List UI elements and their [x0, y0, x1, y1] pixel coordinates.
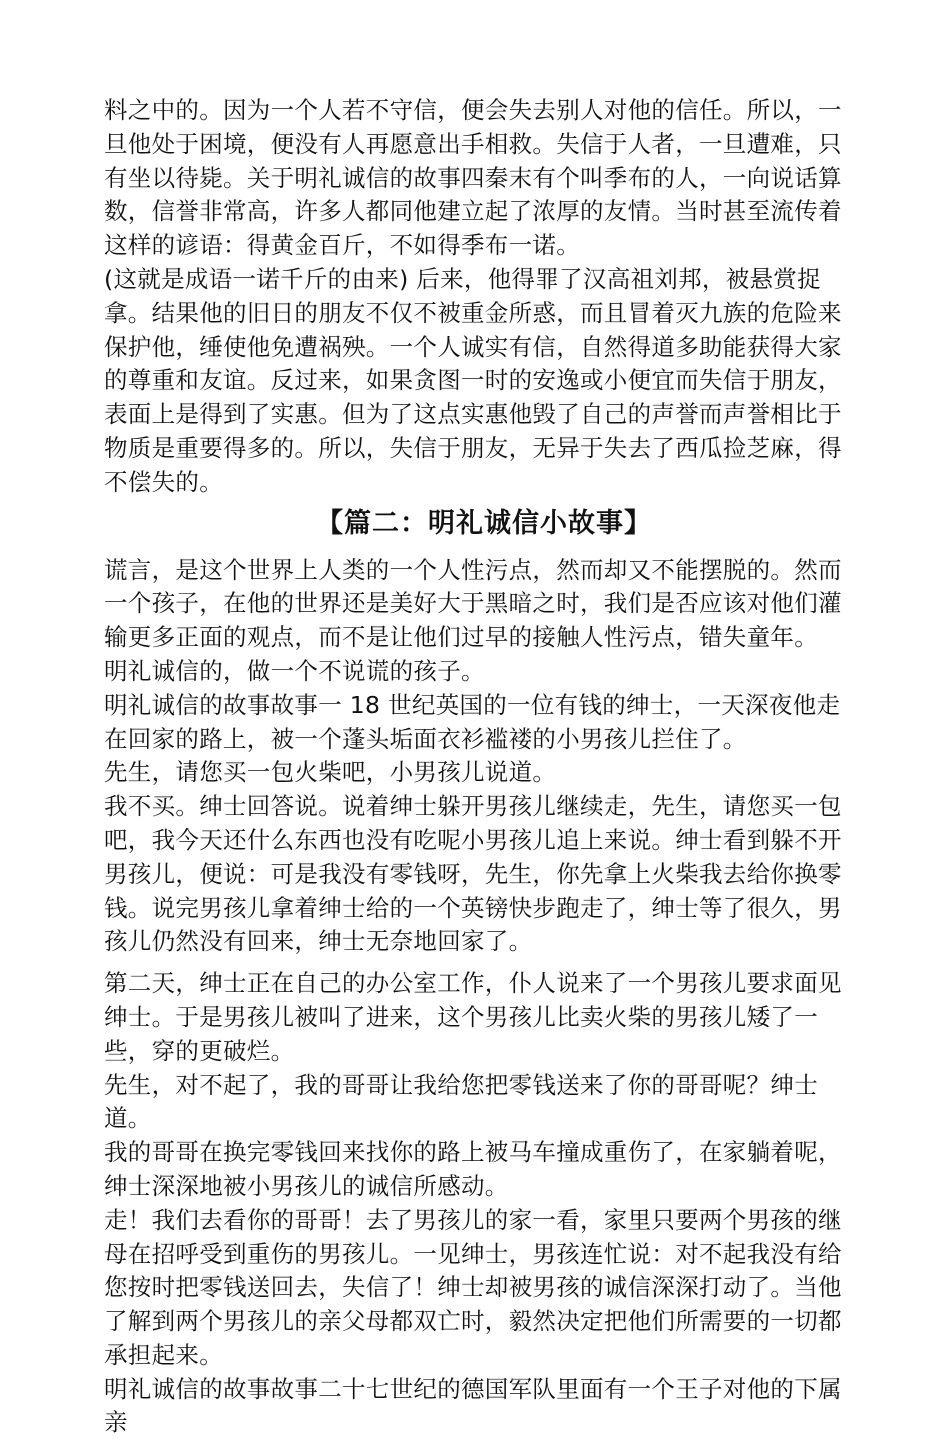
document-page [104, 94, 864, 1440]
paragraph-before-1: 料之中的。因为一个人若不守信，便会失去别人对他的信任。所以，一旦他处于困境，便没有人再愿意出手相救。失信于人者，一旦遭难，只有坐以待毙。关于明礼诚信的故事四秦末有个叫季布的人，一向说话算数，信誉非常高，许多人都同他建立起了浓厚的友情。当时甚至流传着这样的谚语：得黄金百斤，不如得季布一诺。 [104, 96, 842, 260]
paragraph-after-7: 先生，对不起了，我的哥哥让我给您把零钱送来了你的哥哥呢？绅士道。 [104, 1070, 818, 1133]
paragraph-after-8: 我的哥哥在换完零钱回来找你的路上被马车撞成重伤了，在家躺着呢，绅士深深地被小男孩儿的诚信所感动。 [104, 1138, 842, 1200]
paragraph-after-4: 先生，请您买一包火柴吧，小男孩儿说道。 [104, 758, 557, 787]
paragraph-after-2: 明礼诚信的，做一个不说谎的孩子。 [104, 656, 485, 685]
paragraph-after-10: 明礼诚信的故事故事二十七世纪的德国军队里面有一个王子对他的下属亲 [104, 1374, 842, 1437]
paragraph-after-3: 明礼诚信的故事故事一 18 世纪英国的一位有钱的绅士，一天深夜他走在回家的路上，被一个蓬头垢面衣衫褴褛的小男孩儿拦住了。 [104, 690, 841, 753]
section-heading: 【篇二：明礼诚信小故事】 [316, 507, 652, 539]
paragraph-after-6: 第二天，绅士正在自己的办公室工作，仆人说来了一个男孩儿要求面见绅士。于是男孩儿被叫了进来，这个男孩儿比卖火柴的男孩儿矮了一些，穿的更破烂。 [104, 969, 842, 1065]
paragraph-after-9: 走！我们去看你的哥哥！去了男孩儿的家一看，家里只要两个男孩的继母在招呼受到重伤的男孩儿。一见绅士，男孩连忙说：对不起我没有给您按时把零钱送回去，失信了！绅士却被男孩的诚信深深打动了。当他了解到两个男孩儿的亲父母都双亡时，毅然决定把他们所需要的一切都承担起来。 [104, 1205, 842, 1369]
paragraph-after-1: 谎言，是这个世界上人类的一个人性污点，然而却又不能摆脱的。然而一个孩子，在他的世界还是美好大于黑暗之时，我们是否应该对他们灌输更多正面的观点，而不是让他们过早的接触人性污点，错失童年。 [104, 555, 842, 652]
paragraph-before-2: (这就是成语一诺千斤的由来) 后来，他得罪了汉高祖刘邦，被悬赏捉拿。结果他的旧日的朋友不仅不被重金所惑，而且冒着灭九族的危险来保护他，缍使他免遭祸殃。一个人诚实有信，自然得道多助能获得大家的尊重和友谊。反过来，如果贪图一时的安逸或小便宜而失信于朋友，表面上是得到了实惠。但为了这点实惠他毁了自己的声誉而声誉相比于物质是重要得多的。所以，失信于朋友，无异于失去了西瓜捡芝麻，得不偿失的。 [104, 264, 842, 496]
paragraph-after-5: 我不买。绅士回答说。说着绅士躲开男孩儿继续走，先生，请您买一包吧，我今天还什么东西也没有吃呢小男孩儿追上来说。绅士看到躲不开男孩儿，便说：可是我没有零钱呀，先生，你先拿上火柴我去给你换零钱。说完男孩儿拿着绅士给的一个英镑快步跑走了，绅士等了很久，男孩儿仍然没有回来，绅士无奈地回家了。 [104, 792, 842, 956]
